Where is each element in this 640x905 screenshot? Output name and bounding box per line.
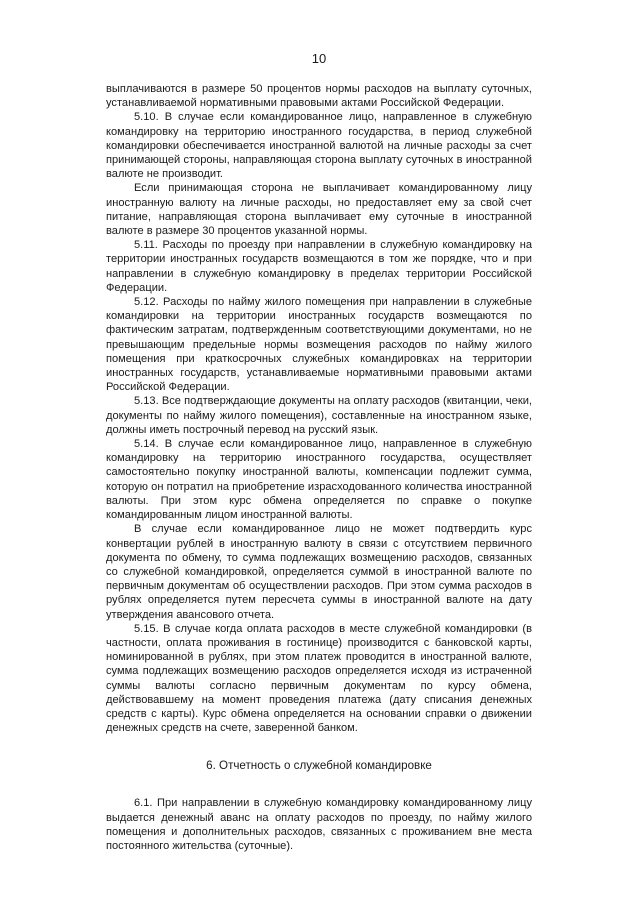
paragraph-5-11: 5.11. Расходы по проезду при направлении в служебную командировку на территории иностранных государств возмещаются в том же порядке, что и при направлении в служебную командировку в пределах территории Российской Федерации. <box>106 239 532 294</box>
paragraph-continuation: выплачиваются в размере 50 процентов нормы расходов на выплату суточных, устанавливаемой нормативными правовыми актами Российской Федерации. <box>106 83 532 110</box>
paragraph-5-15: 5.15. В случае когда оплата расходов в месте служебной командировки (в частности, оплата проживания в гостинице) производится с банковской карты, номинированной в рублях, при этом платеж проводится в иностранной валюте, сумма подлежащих возмещению расходов определяется исходя из истраченной суммы валюты согласно первичным документам по курсу обмена, действовавшему на момент проведения платежа (дату списания денежных средств с карты). Курс обмена определяется на основании справки о движении денежных средств на счете, заверенной банком. <box>106 622 532 735</box>
paragraph-6-1: 6.1. При направлении в служебную командировку командированному лицу выдается денежный аванс на оплату расходов по проезду, по найму жилого помещения и дополнительных расходов, связанных с проживанием вне места постоянного жительства (суточные). <box>106 797 532 852</box>
paragraph-5-12: 5.12. Расходы по найму жилого помещения при направлении в служебные командировки на территории иностранных государств возмещаются по фактическим затратам, подтвержденным соответствующими документами, но не превышающим предельные нормы возмещения расходов по найму жилого помещения при краткосрочных служебных командировках на территории иностранных государств, устанавливаемые нормативными правовыми актами Российской Федерации. <box>106 296 532 394</box>
page-number: 10 <box>311 51 327 66</box>
paragraph-5-14-conversion: В случае если командированное лицо не может подтвердить курс конвертации рублей в иностранную валюту в связи с отсутствием первичного документа по обмену, то сумма подлежащих возмещению расходов, связанных со служебной командировкой, определяется суммой в иностранной валюте по первичным документам об осуществлении расходов. При этом сумма расходов в рублях определяется путем пересчета суммы в иностранной валюте на дату утверждения авансового отчета. <box>106 523 532 621</box>
section-heading: 6. Отчетность о служебной командировке <box>206 759 432 773</box>
paragraph-5-10: 5.10. В случае если командированное лицо, направленное в служебную командировку на территорию иностранного государства, в период служебной командировки обеспечивается иностранной валютой на личные расходы за счет принимающей стороны, направляющая сторона выплату суточных в иностранной валюте не производит. <box>106 111 532 181</box>
paragraph-5-10-meals: Если принимающая сторона не выплачивает командированному лицу иностранную валюту на личные расходы, но предоставляет ему за свой счет питание, направляющая сторона выплачивает ему суточные в иностранной валюте в размере 30 процентов указанной нормы. <box>106 182 532 238</box>
paragraph-5-14: 5.14. В случае если командированное лицо, направленное в служебную командировку на территорию иностранного государства, осуществляет самостоятельно покупку иностранной валюты, компенсации подлежит сумма, которую он потратил на приобретение израсходованного количества иностранной валюты. При этом курс обмена определяется по справке о покупке командированным лицом иностранной валюты. <box>106 438 532 522</box>
paragraph-5-13: 5.13. Все подтверждающие документы на оплату расходов (квитанции, чеки, документы по найму жилого помещения), составленные на иностранном языке, должны иметь построчный перевод на русский язык. <box>106 395 532 436</box>
